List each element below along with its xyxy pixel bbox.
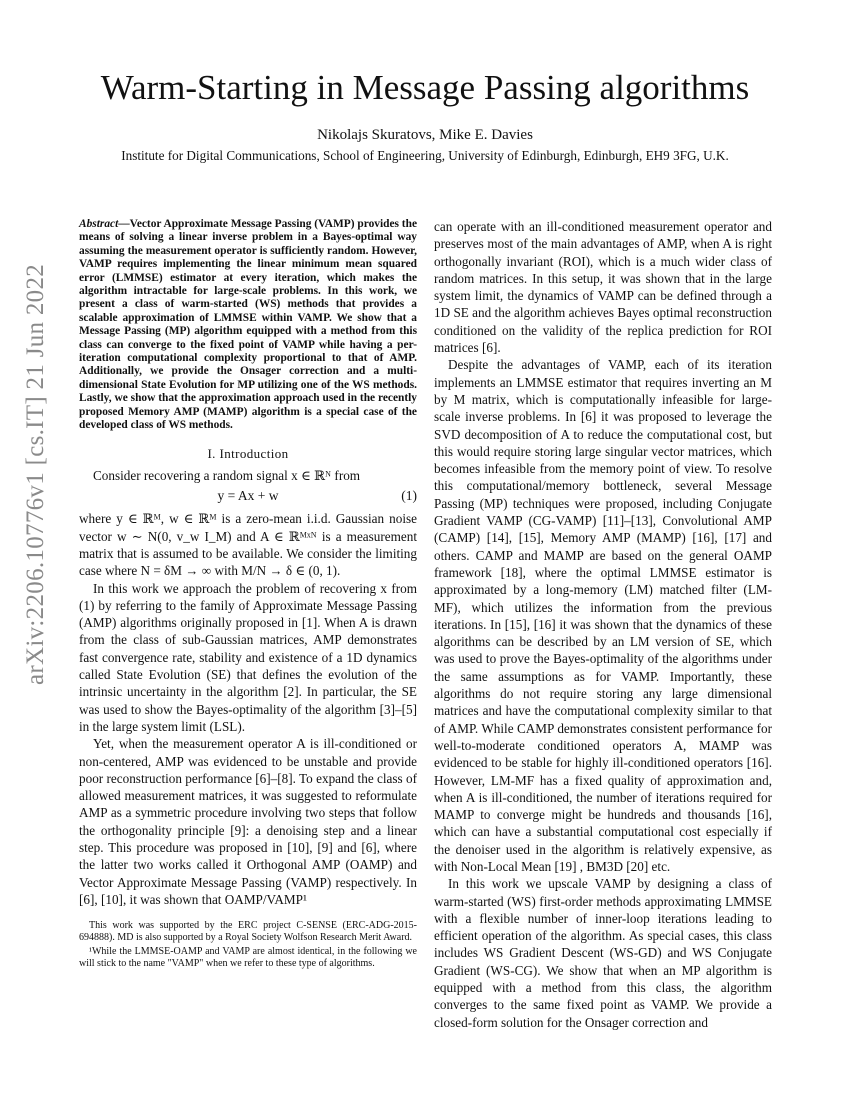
- right-column: [434, 218, 772, 1031]
- arxiv-identifier: arXiv:2206.10776v1 [cs.IT] 21 Jun 2022: [22, 263, 49, 685]
- section-heading-introduction: I. Introduction: [207, 445, 289, 461]
- equation-body: y = Ax + w: [217, 488, 279, 504]
- footnote-1: ¹While the LMMSE-OAMP and VAMP are almost identical, in the following we will stick to the name "VAMP" when we refer to these type of algorithms.: [79, 945, 417, 969]
- paper-title: Warm-Starting in Message Passing algorithms: [100, 68, 750, 107]
- footnotes: [79, 920, 417, 971]
- equation-number: (1): [401, 488, 417, 504]
- right-paragraph-1: can operate with an ill-conditioned measurement operator and preserves most of the main advantages of AMP, when A is right orthogonally invariant (ROI), which is a much wider class of random matrices. In this setup, it was shown that in the large system limit, the dynamics of VAMP can be defined through a 1D SE and the algorithm achieves Bayes optimal reconstruction conditioned on the validity of the replica prediction for ROI matrices [6].: [434, 219, 772, 356]
- abstract-text: —Vector Approximate Message Passing (VAMP) provides the means of solving a linear inverse problem in a Bayes-optimal way assuming the measurement operator is sufficiently random. However, VAMP requires implementing the linear minimum mean squared error (LMMSE) estimator at every iteration, which makes the algorithm intractable for large-scale problems. In this work, we present a class of warm-started (WS) methods that provides a scalable approximation of LMMSE within VAMP. We show that a Message Passing (MP) algorithm equipped with a method from this class can converge to the fixed point of VAMP while having a per-iteration computational complexity proportional to that of AMP. Additionally, we provide the Onsager correction and a multi-dimensional State Evolution for MP utilizing one of the WS methods. Lastly, we show that the approximation approach used in the recently proposed Memory AMP (MAMP) algorithm is a special case of the developed class of WS methods.: [79, 218, 417, 432]
- intro-paragraph-3: In this work we approach the problem of recovering x from (1) by referring to the family of Approximate Message Passing (AMP) algorithms originally proposed in [1]. When A is drawn from the class of sub-Gaussian matrices, AMP demonstrates fast convergence rate, stability and existence of a 1D dynamics called State Evolution (SE) that defines the evolution of the intrinsic uncertainty in the algorithm [2]. In particular, the SE was used to show the Bayes-optimality of the algorithm [3]–[5] in the large system limit (LSL).: [79, 580, 417, 734]
- intro-paragraph-4: Yet, when the measurement operator A is ill-conditioned or non-centered, AMP was evidenced to be unstable and provide poor reconstruction performance [6]–[8]. To expand the class of allowed measurement matrices, it was suggested to reformulate AMP as a symmetric procedure involving two steps that follow the orthogonality principle [9]: a denoising step and a linear step. This procedure was proposed in [10], [9] and [6], where the latter two works called it Orthogonal AMP (OAMP) and Vector Approximate Message Passing (VAMP) respectively. In [6], [10], it was shown that OAMP/VAMP¹: [79, 736, 417, 907]
- intro-paragraph-2: where y ∈ ℝᴹ, w ∈ ℝᴹ is a zero-mean i.i.d. Gaussian noise vector w ∼ N(0, v_w I_M) and A ∈ ℝᴹˣᴺ is a measurement matrix that is assumed to be available. We consider the limiting case where N = δM → ∞ with M/N → δ ∈ (0, 1).: [79, 511, 417, 579]
- paper-authors: Nikolajs Skuratovs, Mike E. Davies: [317, 127, 533, 143]
- left-column: [79, 218, 417, 908]
- arxiv-sidebar: [16, 0, 60, 1100]
- right-paragraph-2: Despite the advantages of VAMP, each of its iteration implements an LMMSE estimator that requires inverting an M by M matrix, which is computationally infeasible for large-scale inverse problems. In [6] it was proposed to leverage the SVD decomposition of A to reduce the computational cost, but this would require storing large singular vector matrices, which becomes infeasible from the memory point of view. To resolve this computational/memory bottleneck, several Message Passing (MP) techniques were proposed, including Conjugate Gradient VAMP (CG-VAMP) [11]–[13], Convolutional AMP (CAMP) [14], [15], Memory AMP (MAMP) [16], [17] and others. CAMP and MAMP are based on the general OAMP framework [18], where the optimal LMMSE estimator is approximated by a long-memory (LM) matched filter (LM-MF), which utilizes the information from the previous iterations. In [15], [16] it was shown that the dynamics of these algorithms can be described by an LM version of SE, which was used to prove the Bayes-optimality of the algorithms under the same assumptions as for VAMP. Importantly, these algorithms do not require storing any large dimensional matrices and have the computational complexity similar to that of AMP. While CAMP demonstrates consistent performance for well-to-moderate conditioned operators A, MAMP was evidenced to be stable for highly ill-conditioned operators [16]. However, LM-MF has a fixed quality of approximation and, when A is ill-conditioned, the number of iterations required for MAMP to converge might be hundreds and thousands [16], which can have a substantial computational cost especially if the denoiser used in the algorithm is relatively expensive, as with Non-Local Mean [19] , BM3D [20] etc.: [434, 357, 772, 874]
- abstract: [79, 218, 417, 433]
- equation-1: [79, 487, 417, 504]
- footnote-funding: This work was supported by the ERC project C-SENSE (ERC-ADG-2015-694888). MD is also supported by a Royal Society Wolfson Research Merit Award.: [79, 920, 417, 944]
- intro-paragraph-1: Consider recovering a random signal x ∈ ℝᴺ from: [93, 467, 361, 483]
- paper-affiliation: Institute for Digital Communications, School of Engineering, University of Edinburgh, Edinburgh, EH9 3FG, U.K.: [121, 148, 729, 163]
- right-paragraph-3: In this work we upscale VAMP by designing a class of warm-started (WS) first-order methods approximating LMMSE with a flexible number of inner-loop iterations leading to efficient operation of the algorithm. As special cases, this class includes WS Gradient Descent (WS-GD) and WS Conjugate Gradient (WS-CG). We show that when an MP algorithm is equipped with a method from this class, the algorithm converges to the same fixed point as VAMP. We provide a closed-form solution for the Onsager correction and: [434, 876, 772, 1030]
- abstract-label: Abstract: [79, 218, 119, 230]
